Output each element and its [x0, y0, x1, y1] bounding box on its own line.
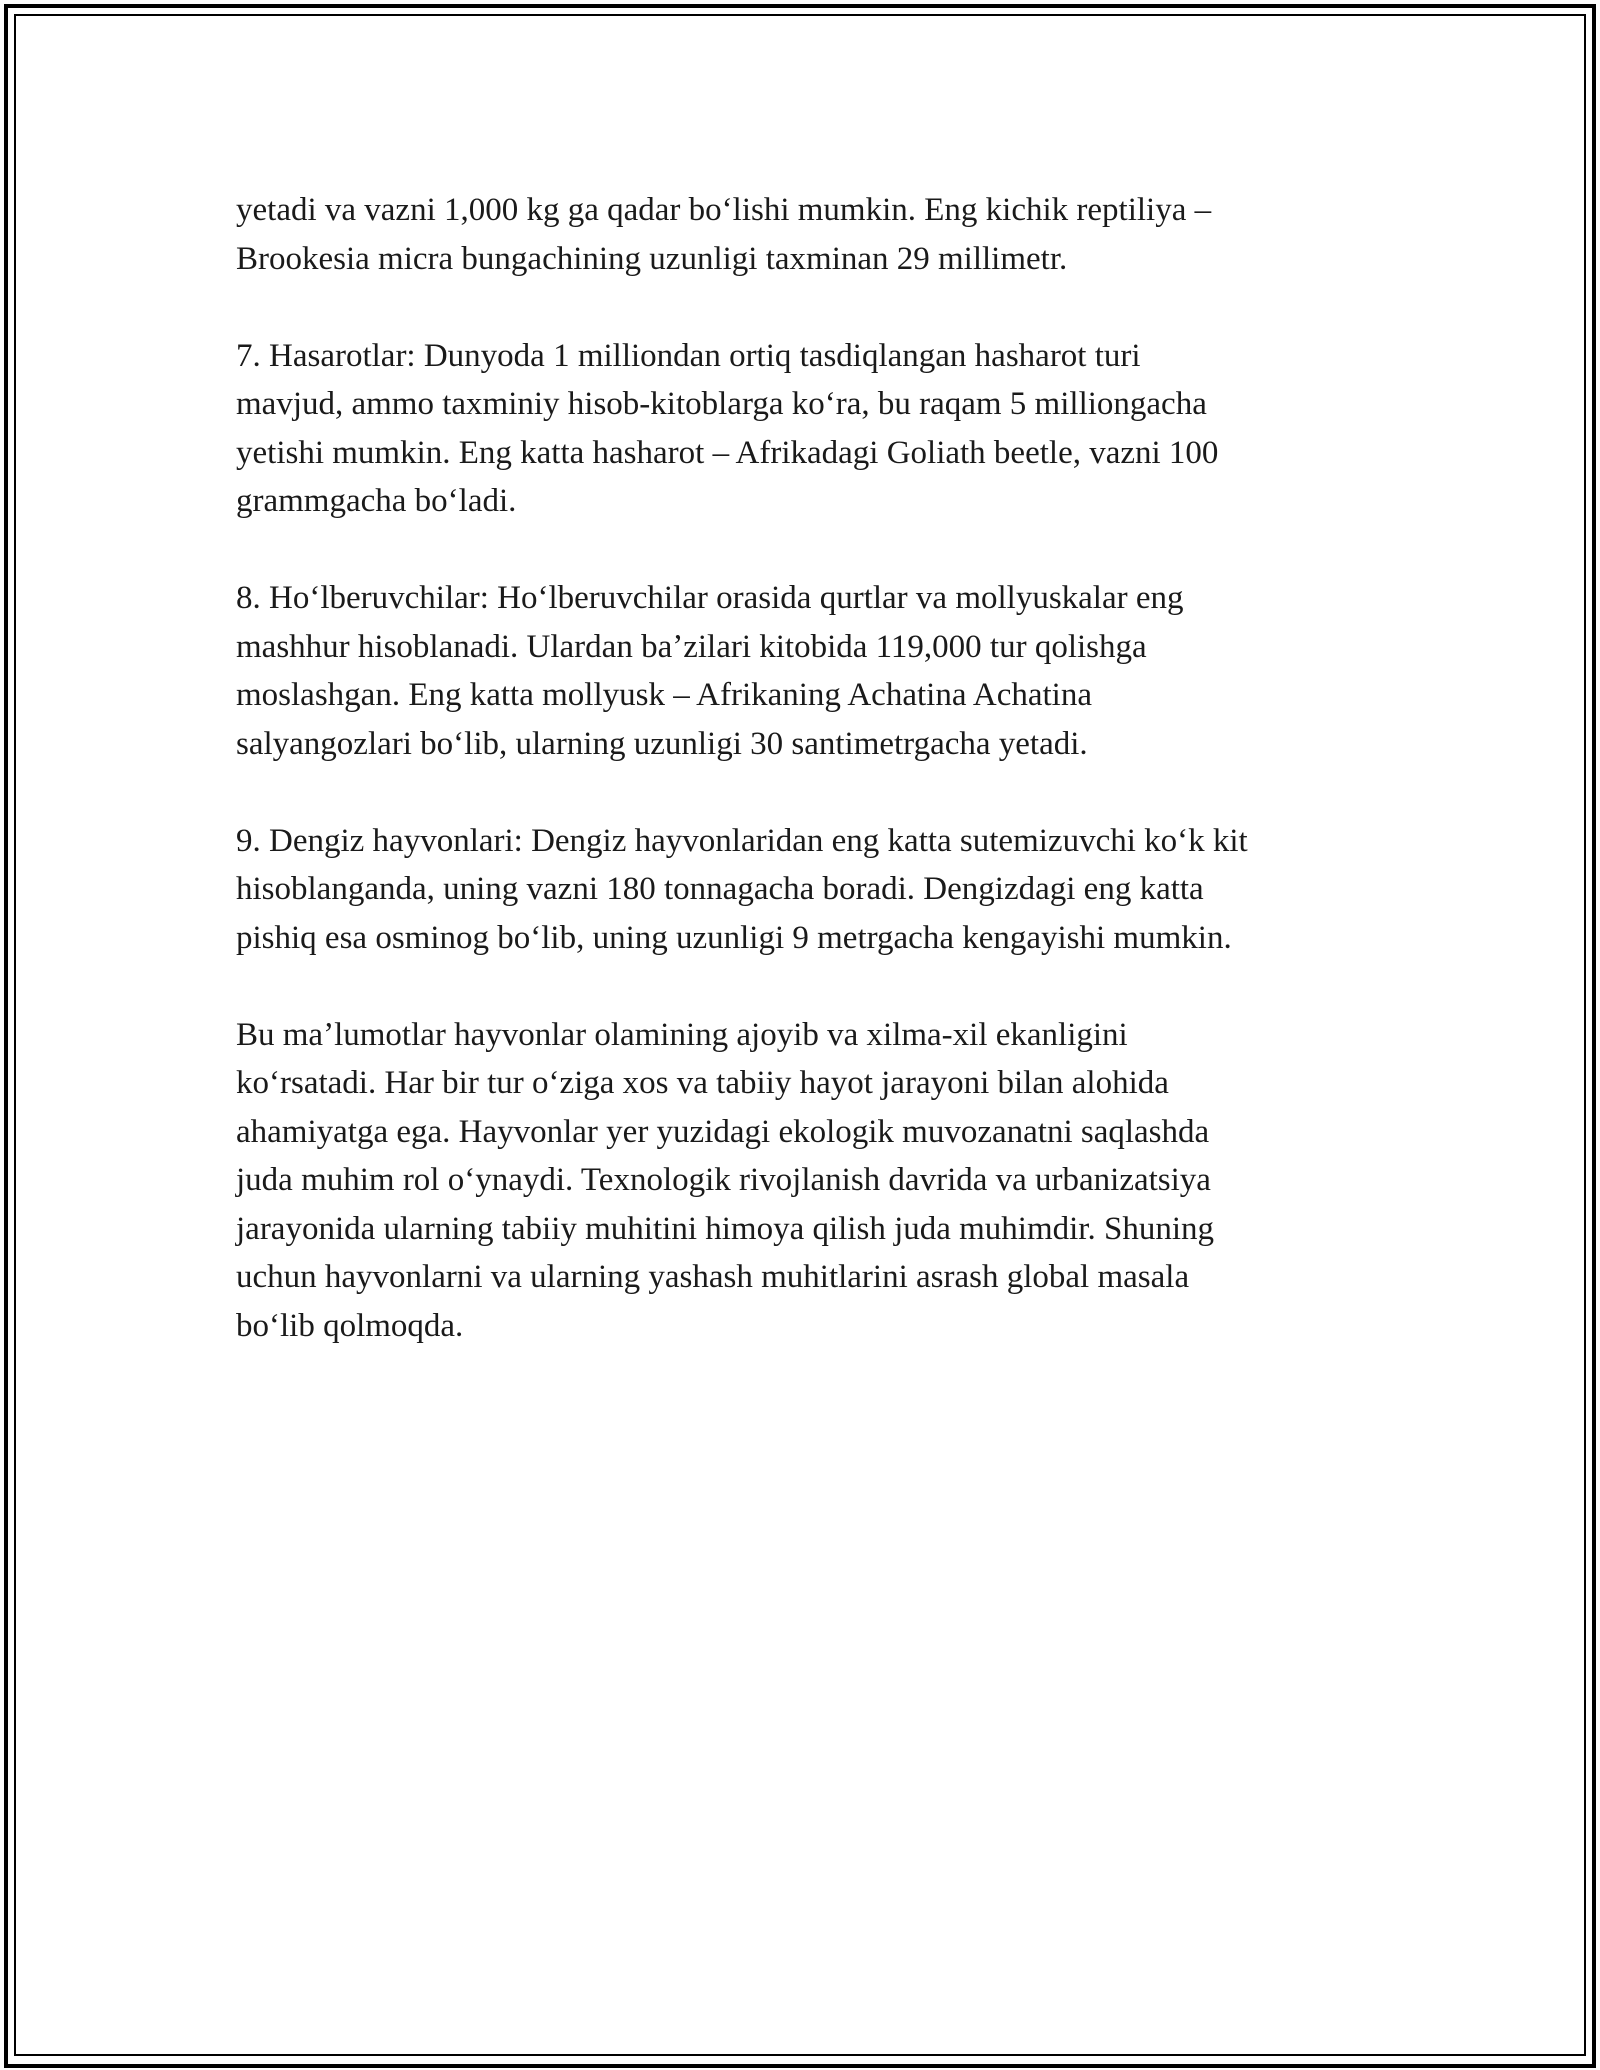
text-line: yetadi va vazni 1,000 kg ga qadar boʻlishi mumkin. Eng kichik reptiliya – — [236, 192, 1212, 228]
paragraph-insects — [236, 332, 1366, 526]
text-line: hisoblanganda, uning vazni 180 tonnagacha boradi. Dengizdagi eng katta — [236, 871, 1204, 907]
text-line: 8. Hoʻlberuvchilar: Hoʻlberuvchilar orasida qurtlar va mollyuskalar eng — [236, 580, 1184, 616]
text-line: pishiq esa osminog boʻlib, uning uzunligi 9 metrgacha kengayishi mumkin. — [236, 919, 1232, 956]
text-line: ahamiyatga ega. Hayvonlar yer yuzidagi ekologik muvozanatni saqlashda — [236, 1113, 1210, 1150]
text-line: jarayonida ularning tabiiy muhitini himoya qilish juda muhimdir. Shuning — [236, 1210, 1214, 1247]
paragraph-reptiles-end — [236, 186, 1366, 283]
text-line: mashhur hisoblanadi. Ulardan baʼzilari kitobida 119,000 tur qolishga — [236, 628, 1147, 665]
text-line: Bu maʼlumotlar hayvonlar olamining ajoyib va xilma-xil ekanligini — [236, 1016, 1128, 1053]
text-line: Brookesia micra bungachining uzunligi taxminan 29 millimetr. — [236, 240, 1068, 277]
text-line: mavjud, ammo taxminiy hisob-kitoblarga koʻra, bu raqam 5 milliongacha — [236, 386, 1207, 422]
text-line: koʻrsatadi. Har bir tur oʻziga xos va tabiiy hayot jarayoni bilan alohida — [236, 1065, 1169, 1101]
text-line: uchun hayvonlarni va ularning yashash muhitlarini asrash global masala — [236, 1259, 1190, 1295]
paragraph-sea-animals — [236, 817, 1366, 963]
text-line: salyangozlari boʻlib, ularning uzunligi 30 santimetrgacha yetadi. — [236, 725, 1088, 762]
document-body — [236, 186, 1366, 1399]
text-line: 7. Hasarotlar: Dunyoda 1 milliondan ortiq tasdiqlangan hasharot turi — [236, 337, 1141, 374]
text-line: boʻlib qolmoqda. — [236, 1307, 464, 1344]
text-line: juda muhim rol oʻynaydi. Texnologik rivojlanish davrida va urbanizatsiya — [236, 1162, 1211, 1198]
text-line: moslashgan. Eng katta mollyusk – Afrikaning Achatina Achatina — [236, 677, 1093, 713]
text-line: yetishi mumkin. Eng katta hasharot – Afrikadagi Goliath beetle, vazni 100 — [236, 434, 1219, 471]
text-line: grammgacha boʻladi. — [236, 483, 517, 519]
paragraph-conclusion — [236, 1011, 1366, 1351]
text-line: 9. Dengiz hayvonlari: Dengiz hayvonlaridan eng katta sutemizuvchi koʻk kit — [236, 822, 1248, 859]
paragraph-invertebrates — [236, 574, 1366, 768]
